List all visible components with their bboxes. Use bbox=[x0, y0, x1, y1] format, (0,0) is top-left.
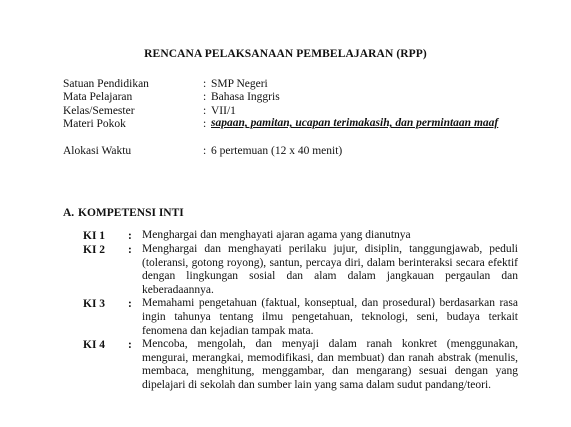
meta-row-school bbox=[63, 77, 533, 90]
ki-code: KI 2 bbox=[83, 244, 106, 256]
meta-row-time bbox=[63, 144, 533, 157]
meta-label: Alokasi Waktu bbox=[63, 145, 132, 158]
meta-label: Satuan Pendidikan bbox=[63, 78, 149, 90]
section-letter: A. bbox=[63, 207, 75, 219]
meta-value: Bahasa Inggris bbox=[211, 91, 280, 104]
ki-code: KI 1 bbox=[83, 230, 106, 242]
ki-item bbox=[83, 229, 518, 243]
ki-text: Mencoba, mengolah, dan menyaji dalam ranah konkret (menggunakan, mengurai, merangkai, memodifikasi, dan membuat) dan ranah abstrak (menulis, membaca, menghitung, menggambar, dan mengarang) sesuai dengan yang dipelajari di sekolah dan sumber lain yang sama dalam sudut pandang/teori. bbox=[142, 338, 518, 391]
meta-value: 6 pertemuan (12 x 40 menit) bbox=[211, 145, 343, 158]
ki-colon: : bbox=[128, 230, 132, 242]
ki-code: KI 3 bbox=[83, 298, 106, 311]
meta-colon: : bbox=[203, 91, 207, 104]
meta-value: VII/1 bbox=[211, 104, 236, 117]
meta-row-topic bbox=[63, 117, 533, 144]
section-title: KOMPETENSI INTI bbox=[78, 207, 184, 219]
ki-code: KI 4 bbox=[83, 339, 106, 352]
meta-row-subject bbox=[63, 90, 533, 103]
meta-value-topic: sapaan, pamitan, ucapan terimakasih, dan permintaan maaf bbox=[211, 117, 499, 130]
meta-colon: : bbox=[203, 104, 207, 117]
section-heading-core-competence bbox=[63, 206, 184, 220]
ki-colon: : bbox=[128, 244, 132, 256]
meta-label: Kelas/Semester bbox=[63, 104, 135, 117]
ki-text: Menghargai dan menghayati perilaku jujur, disiplin, tanggungjawab, peduli (toleransi, gotong royong), santun, percaya diri, dalam berinteraksi secara efektif dengan lingkungan sosial dan alam dalam jangkauan pergaulan dan keberadaannya. bbox=[142, 243, 518, 296]
meta-colon: : bbox=[203, 145, 207, 158]
ki-colon: : bbox=[128, 339, 132, 352]
meta-row-class bbox=[63, 104, 533, 117]
meta-value: SMP Negeri bbox=[211, 78, 268, 90]
core-competence-list bbox=[83, 229, 518, 393]
ki-text: Memahami pengetahuan (faktual, konseptual, dan prosedural) berdasarkan rasa ingin tahunya tentang ilmu pengetahuan, teknologi, seni, budaya terkait fenomena dan kejadian tampak mata. bbox=[142, 297, 518, 337]
meta-colon: : bbox=[203, 78, 207, 90]
meta-label: Materi Pokok bbox=[63, 118, 126, 131]
ki-item bbox=[83, 243, 518, 297]
identity-table bbox=[63, 77, 533, 158]
document-title: RENCANA PELAKSANAAN PEMBELAJARAN (RPP) bbox=[144, 48, 427, 60]
ki-item bbox=[83, 338, 518, 392]
meta-label: Mata Pelajaran bbox=[63, 91, 133, 104]
ki-colon: : bbox=[128, 298, 132, 311]
ki-text: Menghargai dan menghayati ajaran agama yang dianutnya bbox=[142, 229, 411, 241]
meta-colon: : bbox=[203, 118, 207, 131]
ki-item bbox=[83, 297, 518, 338]
